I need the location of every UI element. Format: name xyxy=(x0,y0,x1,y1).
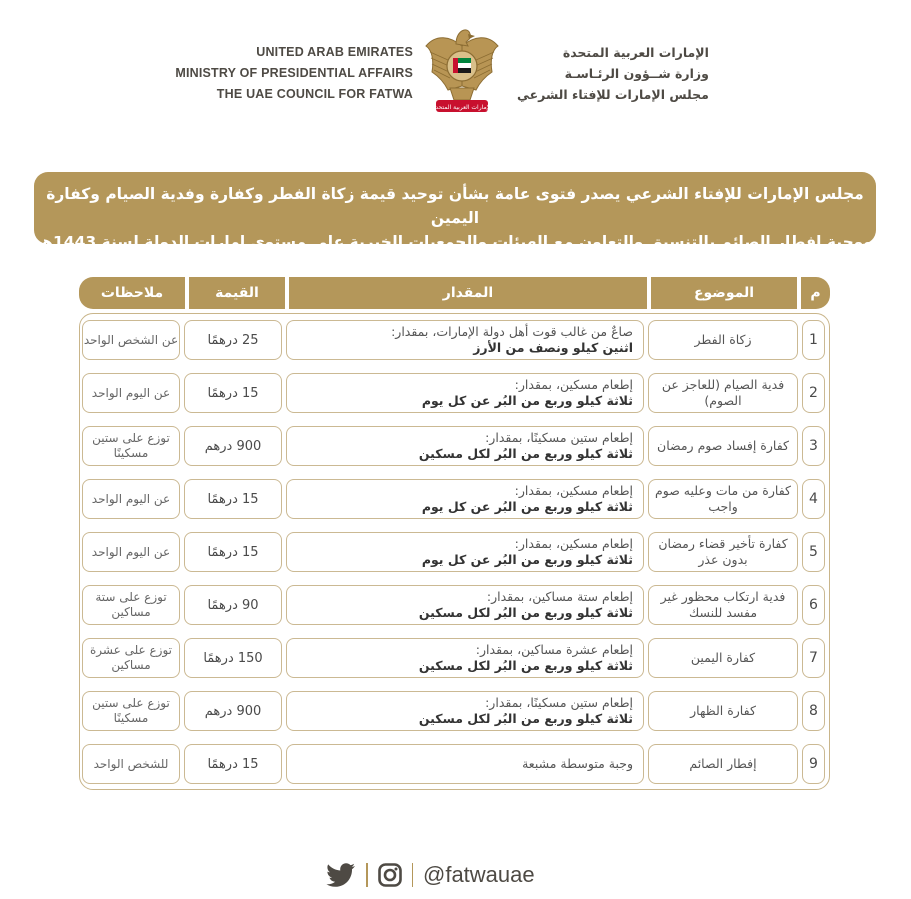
table-row xyxy=(80,581,828,629)
row-subject: إفطار الصائم xyxy=(648,744,798,784)
header-notes: ملاحظات xyxy=(79,277,185,309)
table-row xyxy=(80,475,828,523)
table-row xyxy=(80,369,828,417)
title-banner xyxy=(34,172,876,275)
row-amount xyxy=(286,426,644,466)
header-value: القيمة xyxy=(189,277,285,309)
row-notes: عن اليوم الواحد xyxy=(82,373,180,413)
row-amount-detail: ثلاثة كيلو وربع من البُر لكل مسكين xyxy=(418,605,633,620)
row-amount-detail: ثلاثة كيلو وربع من البُر لكل مسكين xyxy=(418,711,633,726)
row-subject: فدية الصيام (للعاجز عن الصوم) xyxy=(648,373,798,413)
row-number: 9 xyxy=(802,744,825,784)
row-notes: توزع على عشرة مساكين xyxy=(82,638,180,678)
row-amount-desc: إطعام ستين مسكينًا، بمقدار: xyxy=(485,430,633,445)
row-value: 25 درهمًا xyxy=(184,320,282,360)
table-header xyxy=(79,277,830,313)
row-subject: كفارة الظهار xyxy=(648,691,798,731)
row-amount-desc: وجبة متوسطة مشبعة xyxy=(522,756,633,771)
row-amount-desc: إطعام مسكين، بمقدار: xyxy=(514,536,633,551)
table-row xyxy=(80,740,828,788)
header-ar-line1: الإمارات العربية المتحدة xyxy=(562,45,709,60)
table-row xyxy=(80,422,828,470)
table-row xyxy=(80,528,828,576)
row-amount xyxy=(286,479,644,519)
row-amount-desc: إطعام ستين مسكينًا، بمقدار: xyxy=(485,695,633,710)
row-number: 8 xyxy=(802,691,825,731)
row-amount xyxy=(286,532,644,572)
row-notes: عن اليوم الواحد xyxy=(82,532,180,572)
header-ar-line2: وزارة شــؤون الرئـاسـة xyxy=(564,66,709,81)
uae-emblem-icon xyxy=(422,16,502,116)
row-value: 90 درهمًا xyxy=(184,585,282,625)
header-en-line1: UNITED ARAB EMIRATES xyxy=(256,45,413,59)
instagram-icon[interactable] xyxy=(378,863,402,887)
row-subject: فدية ارتكاب محظور غير مفسد للنسك xyxy=(648,585,798,625)
row-amount-desc: صاعٌ من غالب قوت أهل دولة الإمارات، بمقدار: xyxy=(391,324,633,339)
header-arabic xyxy=(517,42,709,105)
header-ar-line3: مجلس الإمارات للإفتاء الشرعي xyxy=(517,87,709,102)
row-amount-desc: إطعام مسكين، بمقدار: xyxy=(514,483,633,498)
row-subject: زكاة الفطر xyxy=(648,320,798,360)
row-notes: توزع على ستين مسكينًا xyxy=(82,691,180,731)
row-number: 7 xyxy=(802,638,825,678)
row-amount-detail: ثلاثة كيلو وربع من البُر لكل مسكين xyxy=(418,446,633,461)
row-notes: عن اليوم الواحد xyxy=(82,479,180,519)
row-amount-detail: ثلاثة كيلو وربع من البُر لكل مسكين xyxy=(418,658,633,673)
row-amount-detail: ثلاثة كيلو وربع من البُر عن كل يوم xyxy=(421,393,633,408)
table-row xyxy=(80,687,828,735)
row-number: 6 xyxy=(802,585,825,625)
table-row xyxy=(80,316,828,364)
header-subject: الموضوع xyxy=(651,277,797,309)
twitter-icon[interactable] xyxy=(326,863,356,887)
row-amount-desc: إطعام مسكين، بمقدار: xyxy=(514,377,633,392)
row-amount-detail: ثلاثة كيلو وربع من البُر عن كل يوم xyxy=(421,552,633,567)
row-amount-detail: ثلاثة كيلو وربع من البُر عن كل يوم xyxy=(421,499,633,514)
row-subject: كفارة اليمين xyxy=(648,638,798,678)
footer-divider xyxy=(412,863,414,887)
title-line2: ووجبة إفطار الصائم بالتنسيق والتعاون مع الهيئات والجمعيات الخيرية على مستوى إمارات الدولة لسنة 1443هـ / 2022م xyxy=(36,233,874,275)
row-subject: كفارة إفساد صوم رمضان xyxy=(648,426,798,466)
header-en-line2: MINISTRY OF PRESIDENTIAL AFFAIRS xyxy=(175,66,413,80)
table-body xyxy=(79,313,830,790)
row-amount xyxy=(286,373,644,413)
row-number: 5 xyxy=(802,532,825,572)
row-amount xyxy=(286,691,644,731)
row-number: 1 xyxy=(802,320,825,360)
title-line1: مجلس الإمارات للإفتاء الشرعي يصدر فتوى عامة بشأن توحيد قيمة زكاة الفطر وكفارة وفدية الصيام وكفارة اليمين xyxy=(46,185,864,227)
row-value: 150 درهمًا xyxy=(184,638,282,678)
row-value: 900 درهم xyxy=(184,426,282,466)
header-number: م xyxy=(801,277,830,309)
row-value: 900 درهم xyxy=(184,691,282,731)
row-amount xyxy=(286,638,644,678)
row-amount-desc: إطعام عشرة مساكين، بمقدار: xyxy=(475,642,633,657)
footer-divider xyxy=(366,863,368,887)
header-english xyxy=(175,42,413,105)
row-amount xyxy=(286,320,644,360)
row-value: 15 درهمًا xyxy=(184,532,282,572)
row-amount-desc: إطعام ستة مساكين، بمقدار: xyxy=(486,589,633,604)
row-notes: توزع على ستة مساكين xyxy=(82,585,180,625)
social-footer xyxy=(326,860,535,890)
row-value: 15 درهمًا xyxy=(184,479,282,519)
row-amount-detail: اثنين كيلو ونصف من الأرز xyxy=(473,340,633,355)
letterhead xyxy=(0,12,911,122)
social-handle[interactable]: @fatwauae xyxy=(423,862,535,887)
header-amount: المقدار xyxy=(289,277,647,309)
row-number: 4 xyxy=(802,479,825,519)
row-subject: كفارة تأخير قضاء رمضان بدون عذر xyxy=(648,532,798,572)
row-value: 15 درهمًا xyxy=(184,744,282,784)
row-subject: كفارة من مات وعليه صوم واجب xyxy=(648,479,798,519)
row-amount xyxy=(286,585,644,625)
row-notes: للشخص الواحد xyxy=(82,744,180,784)
row-notes: عن الشخص الواحد xyxy=(82,320,180,360)
emblem-scroll-text: الإمارات العربية المتحدة xyxy=(432,104,492,111)
table-row xyxy=(80,634,828,682)
row-number: 3 xyxy=(802,426,825,466)
fatwa-table xyxy=(79,277,830,790)
row-number: 2 xyxy=(802,373,825,413)
header-en-line3: THE UAE COUNCIL FOR FATWA xyxy=(216,87,413,101)
row-value: 15 درهمًا xyxy=(184,373,282,413)
row-amount xyxy=(286,744,644,784)
row-notes: توزع على ستين مسكينًا xyxy=(82,426,180,466)
